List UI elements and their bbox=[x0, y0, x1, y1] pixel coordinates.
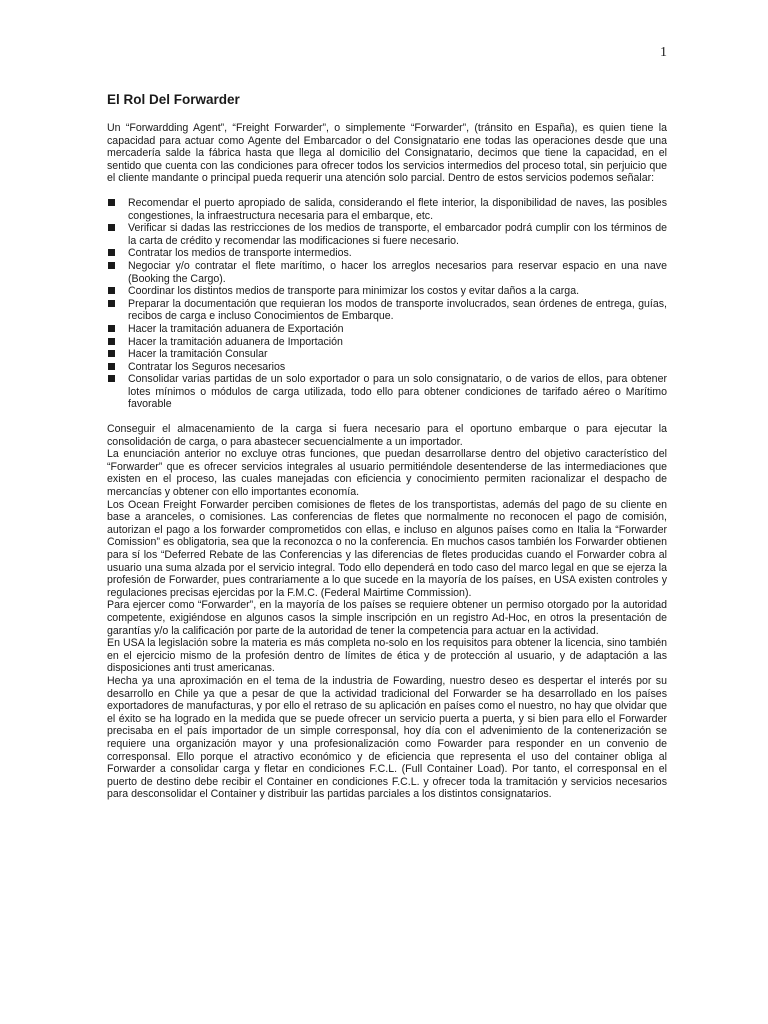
square-bullet-icon bbox=[108, 287, 115, 294]
square-bullet-icon bbox=[108, 300, 115, 307]
list-item bbox=[107, 298, 667, 323]
square-bullet-icon bbox=[108, 199, 115, 206]
body-paragraph: Hecha ya una aproximación en el tema de la industria de Fowarding, nuestro deseo es despertar el interés por su desarrollo en Chile ya que a pesar de que la actividad tradicional del Forwarder se ha desarrollado en los países exportadores de manufacturas, y por ello el retraso de su aplicación en países como el nuestro, no hay que olvidar que el éxito se ha logrado en la medida que se puede ofrecer un servicio puerta a puerta, y si bien para ello el Forwarder precisaba en el país importador de un simple corresponsal, hoy día con el advenimiento de la contenerización se requiere una organización mayor y una profesionalización como Fowarder para responder en un convenio de corresponsal. Ello porque el atractivo económico y de eficiencia que representa el uso del container obliga al Forwarder a consolidar carga y fletar en condiciones F.C.L. (Full Container Load). Por tanto, el corresponsal en el puerto de destino debe recibir el Container en condiciones F.C.L. y ofrecer toda la tramitación y servicios necesarios para desconsolidar el Container y distribuir las partidas parciales a los distintos consignatarios. bbox=[107, 674, 667, 801]
list-item-text: Consolidar varias partidas de un solo exportador o para un solo consignatario, o de varios de ellos, para obtener lotes mínimos o módulos de carga utilizada, todo ello para obtener condiciones de tarifado aéreo o Marítimo favorable bbox=[128, 373, 667, 411]
list-item bbox=[107, 361, 667, 374]
list-item bbox=[107, 247, 667, 260]
list-item bbox=[107, 285, 667, 298]
body-paragraph: Los Ocean Freight Forwarder perciben comisiones de fletes de los transportistas, además del pago de su cliente en base a aranceles, o comisiones. Las conferencias de fletes que normalmente no reconocen el pago de comisión, autorizan el pago a los forwarder comprometidos con ellas, e incluso en algunos países como en Italia la “Forwarder Comission” es obligatoria, sea que la reconozca o no la conferencia. En muchos casos también los Forwarder obtienen para sí los “Deferred Rebate de las Conferencias y las diferencias de fletes producidas cuando el Forwarder cobra al usuario una suma alzada por el servicio integral. Todo ello dependerá en todo caso del marco legal en que se ejerza la profesión de Forwarder, pues contrariamente a lo que sucede en la mayoría de los países, en USA existen controles y regulaciones precisas ejercidas por la F.M.C. (Federal Mairtime Commission). bbox=[107, 498, 667, 599]
list-item-text: Coordinar los distintos medios de transporte para minimizar los costos y evitar daños a la carga. bbox=[128, 285, 580, 298]
list-item-text: Contratar los medios de transporte intermedios. bbox=[128, 247, 352, 260]
square-bullet-icon bbox=[108, 325, 115, 332]
list-item bbox=[107, 197, 667, 222]
list-item-text: Hacer la tramitación aduanera de Importación bbox=[128, 335, 343, 348]
square-bullet-icon bbox=[108, 363, 115, 370]
intro-paragraph: Un “Forwardding Agent”, “Freight Forwarder”, o simplemente “Forwarder”, (tránsito en España), es quien tiene la capacidad para actuar como Agente del Embarcador o del Consignatario ene todas las operaciones desde que una mercadería salde la fábrica hasta que llega al domicilio del Consignatario, decimos que tiene la capacidad, en el sentido que cuenta con las condiciones para ofrecer todos los servicios intermedios del proceso total, sin perjuicio que el cliente mandante o principal pueda requerir una atención solo parcial. Dentro de estos servicios podemos señalar: bbox=[107, 122, 667, 185]
list-item bbox=[107, 336, 667, 349]
square-bullet-icon bbox=[108, 224, 115, 231]
list-item bbox=[107, 348, 667, 361]
list-item-text: Verificar si dadas las restricciones de los medios de transporte, el embarcador podrá cumplir con los términos de la carta de crédito y recomendar las modificaciones si fuere necesario. bbox=[128, 222, 667, 247]
list-item bbox=[107, 222, 667, 247]
page-number: 1 bbox=[660, 45, 667, 60]
square-bullet-icon bbox=[108, 375, 115, 382]
document-body bbox=[107, 122, 667, 801]
list-item-text: Preparar la documentación que requieran los modos de transporte involucrados, sean órdenes de entrega, guías, recibos de carga e incluso Conocimientos de Embarque. bbox=[128, 297, 667, 323]
body-paragraph: Para ejercer como “Forwarder”, en la mayoría de los países se requiere obtener un permiso otorgado por la autoridad competente, exigiéndose en algunos casos la simple inscripción en un registro Ad-Hoc, en otros la presentación de garantías y/o la calificación por parte de la autoridad de tener la competencia para actuar en la actividad. bbox=[107, 599, 667, 637]
services-list bbox=[107, 197, 667, 411]
body-paragraph: Conseguir el almacenamiento de la carga si fuera necesario para el oportuno embarque o para ejecutar la consolidación de carga, o para abastecer secuencialmente a un importador. bbox=[107, 423, 667, 448]
list-item-text: Hacer la tramitación Consular bbox=[128, 348, 268, 361]
list-item-text: Recomendar el puerto apropiado de salida, considerando el flete interior, la disponibilidad de naves, las posibles congestiones, la infraestructura necesaria para el embarque, etc. bbox=[128, 196, 667, 222]
list-item-text: Hacer la tramitación aduanera de Exportación bbox=[128, 322, 344, 335]
body-paragraph: En USA la legislación sobre la materia es más completa no-solo en los requisitos para obtener la licencia, sino también en el ejercicio mismo de la profesión dentro de límites de ética y de protección al usuario, y de adaptación a las disposiciones anti trust americanas. bbox=[107, 637, 667, 675]
square-bullet-icon bbox=[108, 262, 115, 269]
list-item bbox=[107, 373, 667, 411]
square-bullet-icon bbox=[108, 249, 115, 256]
body-paragraph: La enunciación anterior no excluye otras funciones, que puedan desarrollarse dentro del objetivo característico del “Forwarder” que es ofrecer servicios integrales al usuario permitiéndole desentenderse de las intermediaciones que existen en el proceso, las cuales manejadas con eficiencia y conocimiento permiten racionalizar el despacho de mercancías y obtener con ello importantes economía. bbox=[107, 448, 667, 499]
square-bullet-icon bbox=[108, 338, 115, 345]
list-item-text: Contratar los Seguros necesarios bbox=[128, 360, 286, 373]
list-item-text: Negociar y/o contratar el flete marítimo, o hacer los arreglos necesarios para reservar espacio en una nave (Booking the Cargo). bbox=[128, 259, 667, 285]
document-title: El Rol Del Forwarder bbox=[107, 92, 240, 107]
list-item bbox=[107, 260, 667, 285]
square-bullet-icon bbox=[108, 350, 115, 357]
list-item bbox=[107, 323, 667, 336]
